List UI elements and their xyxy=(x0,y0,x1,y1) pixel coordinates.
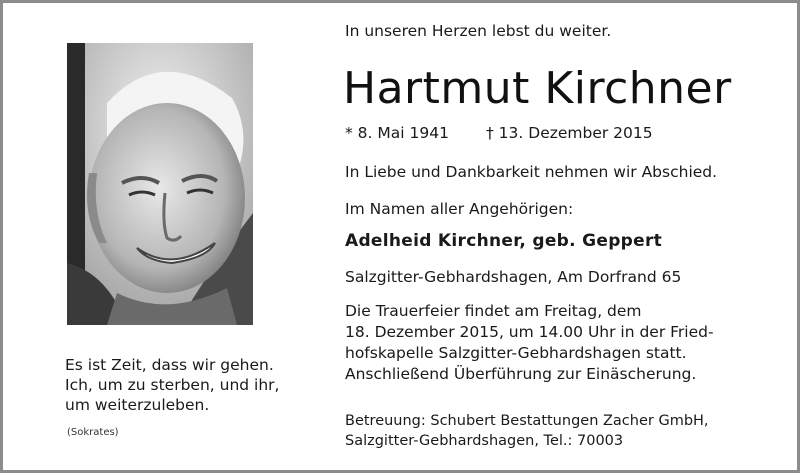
quote-source: (Sokrates) xyxy=(67,427,119,438)
funeral-line: Anschließend Überführung zur Einäscherung. xyxy=(345,365,697,383)
motto-text: In unseren Herzen lebst du weiter. xyxy=(345,22,612,40)
birth-date: * 8. Mai 1941 xyxy=(345,124,449,142)
portrait-photo xyxy=(67,43,253,325)
funeral-info xyxy=(345,301,714,385)
quote xyxy=(65,355,279,415)
mourner-name: Adelheid Kirchner, geb. Geppert xyxy=(345,231,663,251)
farewell-text: In Liebe und Dankbarkeit nehmen wir Abschied. xyxy=(345,163,718,181)
care-info xyxy=(345,411,709,451)
care-line: Salzgitter-Gebhardshagen, Tel.: 70003 xyxy=(345,433,624,449)
care-line: Betreuung: Schubert Bestattungen Zacher GmbH, xyxy=(345,413,709,429)
deceased-name: Hartmut Kirchner xyxy=(343,63,732,114)
quote-line: um weiterzuleben. xyxy=(65,396,210,414)
mourner-address: Salzgitter-Gebhardshagen, Am Dorfrand 65 xyxy=(345,268,682,286)
death-date: † 13. Dezember 2015 xyxy=(486,124,653,142)
funeral-line: Die Trauerfeier findet am Freitag, dem xyxy=(345,302,642,320)
quote-line: Ich, um zu sterben, und ihr, xyxy=(65,376,280,394)
quote-line: Es ist Zeit, dass wir gehen. xyxy=(65,356,274,374)
funeral-line: 18. Dezember 2015, um 14.00 Uhr in der Fried- xyxy=(345,323,714,341)
on-behalf-text: Im Namen aller Angehörigen: xyxy=(345,200,574,218)
funeral-line: hofskapelle Salzgitter-Gebhardshagen statt. xyxy=(345,344,687,362)
